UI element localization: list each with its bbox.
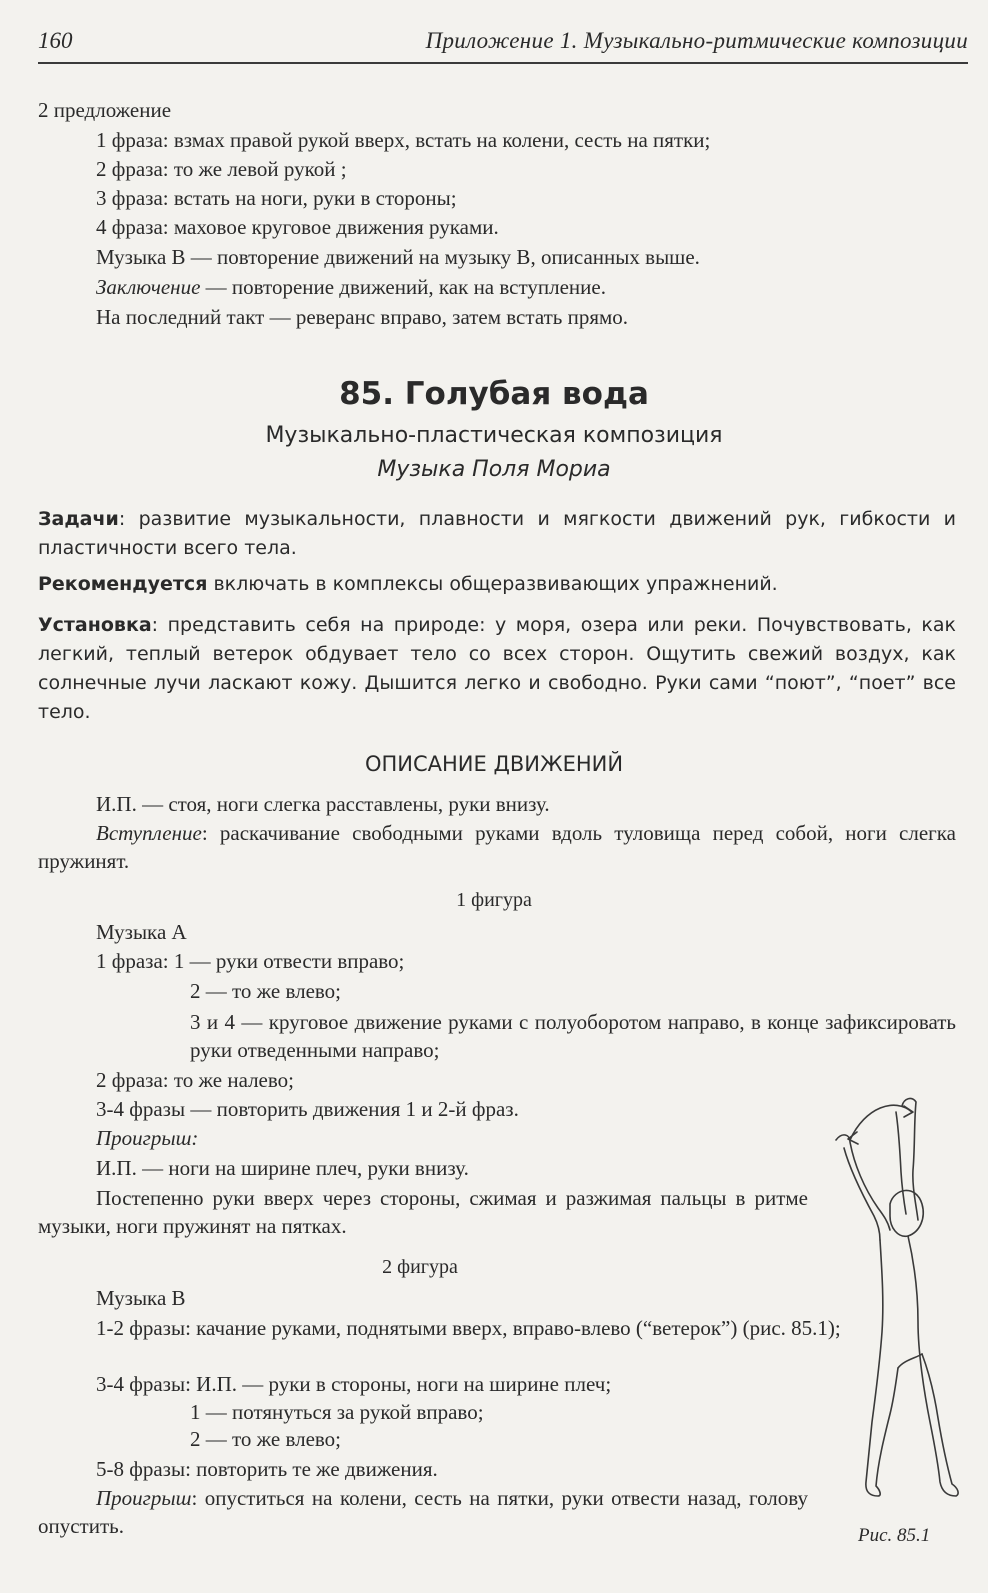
- figure-1-phrase-2: 2 фраза: то же налево;: [96, 1068, 294, 1092]
- music-b-line: Музыка В — повторение движений на музыку В, описанных выше.: [96, 245, 700, 269]
- figure-1-phrase-1: 1 фраза: 1 — руки отвести вправо;: [96, 949, 405, 973]
- intro-label: Вступление: [96, 821, 202, 845]
- page-number: 160: [38, 28, 73, 53]
- figure-2-count-1: 1 — потянуться за рукой вправо;: [190, 1400, 484, 1424]
- sentence-label: 2 предложение: [38, 98, 172, 122]
- recommend-paragraph: [38, 570, 956, 599]
- recommend-text: включать в комплексы общеразвивающих упражнений.: [207, 573, 778, 595]
- motion-arc-icon: [850, 1105, 912, 1140]
- setup-paragraph: [38, 611, 956, 727]
- figure-1-interlude-text: Постепенно руки вверх через стороны, сжимая и разжимая пальцы в ритме музыки, ноги пружинят на пятках.: [38, 1186, 808, 1238]
- phrase-1-line: 1 фраза: взмах правой рукой вверх, встать на колени, сесть на пятки;: [96, 128, 711, 152]
- figure-1-music: Музыка А: [96, 920, 187, 944]
- intro-paragraph: [38, 819, 956, 875]
- figure-caption: Рис. 85.1: [858, 1525, 931, 1546]
- phrase-2-line: 2 фраза: то же левой рукой ;: [96, 157, 347, 181]
- figure-2-phrases-3-4: 3-4 фразы: И.П. — руки в стороны, ноги на ширине плеч;: [96, 1372, 612, 1396]
- tasks-label: Задачи: [38, 508, 119, 530]
- figure-2-music: Музыка В: [96, 1286, 186, 1310]
- recommend-label: Рекомендуется: [38, 573, 208, 595]
- figure-1-interlude-position: И.П. — ноги на ширине плеч, руки внизу.: [96, 1156, 469, 1180]
- dancer-illustration: [820, 1092, 970, 1522]
- intro-text: : раскачивание свободными руками вдоль туловища перед собой, ноги слегка пружинят.: [38, 821, 956, 873]
- figure-1-phrases-3-4: 3-4 фразы — повторить движения 1 и 2-й фраз.: [96, 1097, 519, 1121]
- figure-1-heading: 1 фигура: [456, 889, 532, 911]
- phrase-4-line: 4 фраза: маховое круговое движения руками.: [96, 215, 499, 239]
- conclusion-label: Заключение: [96, 275, 201, 299]
- figure-1-phrase-1-count-3-4: 3 и 4 — круговое движение руками с полуоборотом направо, в конце зафиксировать руки отведенными направо;: [190, 1010, 956, 1062]
- tasks-text: : развитие музыкальности, плавности и мягкости движений рук, гибкости и пластичности всего тела.: [38, 508, 956, 559]
- figure-2-interlude-text: : опуститься на колени, сесть на пятки, руки отвести назад, голову опустить.: [38, 1486, 808, 1538]
- initial-position-line: И.П. — стоя, ноги слегка расставлены, руки внизу.: [96, 792, 550, 816]
- setup-label: Установка: [38, 614, 152, 636]
- tasks-paragraph: [38, 505, 956, 563]
- section-title: 85. Голубая вода: [339, 376, 649, 412]
- section-subtitle: Музыкально-пластическая композиция: [265, 423, 723, 448]
- figure-2-heading: 2 фигура: [382, 1256, 458, 1278]
- conclusion-text: — повторение движений, как на вступление.: [200, 275, 606, 299]
- figure-2-interlude: [38, 1484, 808, 1540]
- description-heading: ОПИСАНИЕ ДВИЖЕНИЙ: [364, 752, 624, 776]
- running-title: Приложение 1. Музыкально-ритмические композиции: [425, 28, 968, 53]
- figure-2-count-2: 2 — то же влево;: [190, 1427, 341, 1451]
- figure-1-interlude-label: Проигрыш:: [96, 1126, 199, 1150]
- section-music: Музыка Поля Мориа: [377, 457, 611, 482]
- phrase-3-line: 3 фраза: встать на ноги, руки в стороны;: [96, 186, 457, 210]
- conclusion-line: [96, 273, 606, 301]
- figure-2-phrases-1-2: 1-2 фразы: качание руками, поднятыми вверх, вправо-влево (“ветерок”) (рис. 85.1);: [96, 1316, 841, 1340]
- page-header: [38, 28, 968, 64]
- figure-2-phrases-5-8: 5-8 фразы: повторить те же движения.: [96, 1457, 438, 1481]
- setup-text: : представить себя на природе: у моря, озера или реки. Почувствовать, как легкий, теплый ветерок обдувает тело со всех сторон. Ощутить свежий воздух, как солнечные лучи ласкают кожу. Дышится легко и свободно. Руки сами “поют”, “поет” все тело.: [38, 614, 956, 723]
- figure-2-interlude-label: Проигрыш: [96, 1486, 192, 1510]
- last-beat-line: На последний такт — реверанс вправо, затем встать прямо.: [96, 305, 629, 329]
- figure-1-phrase-1-count-2: 2 — то же влево;: [190, 979, 341, 1003]
